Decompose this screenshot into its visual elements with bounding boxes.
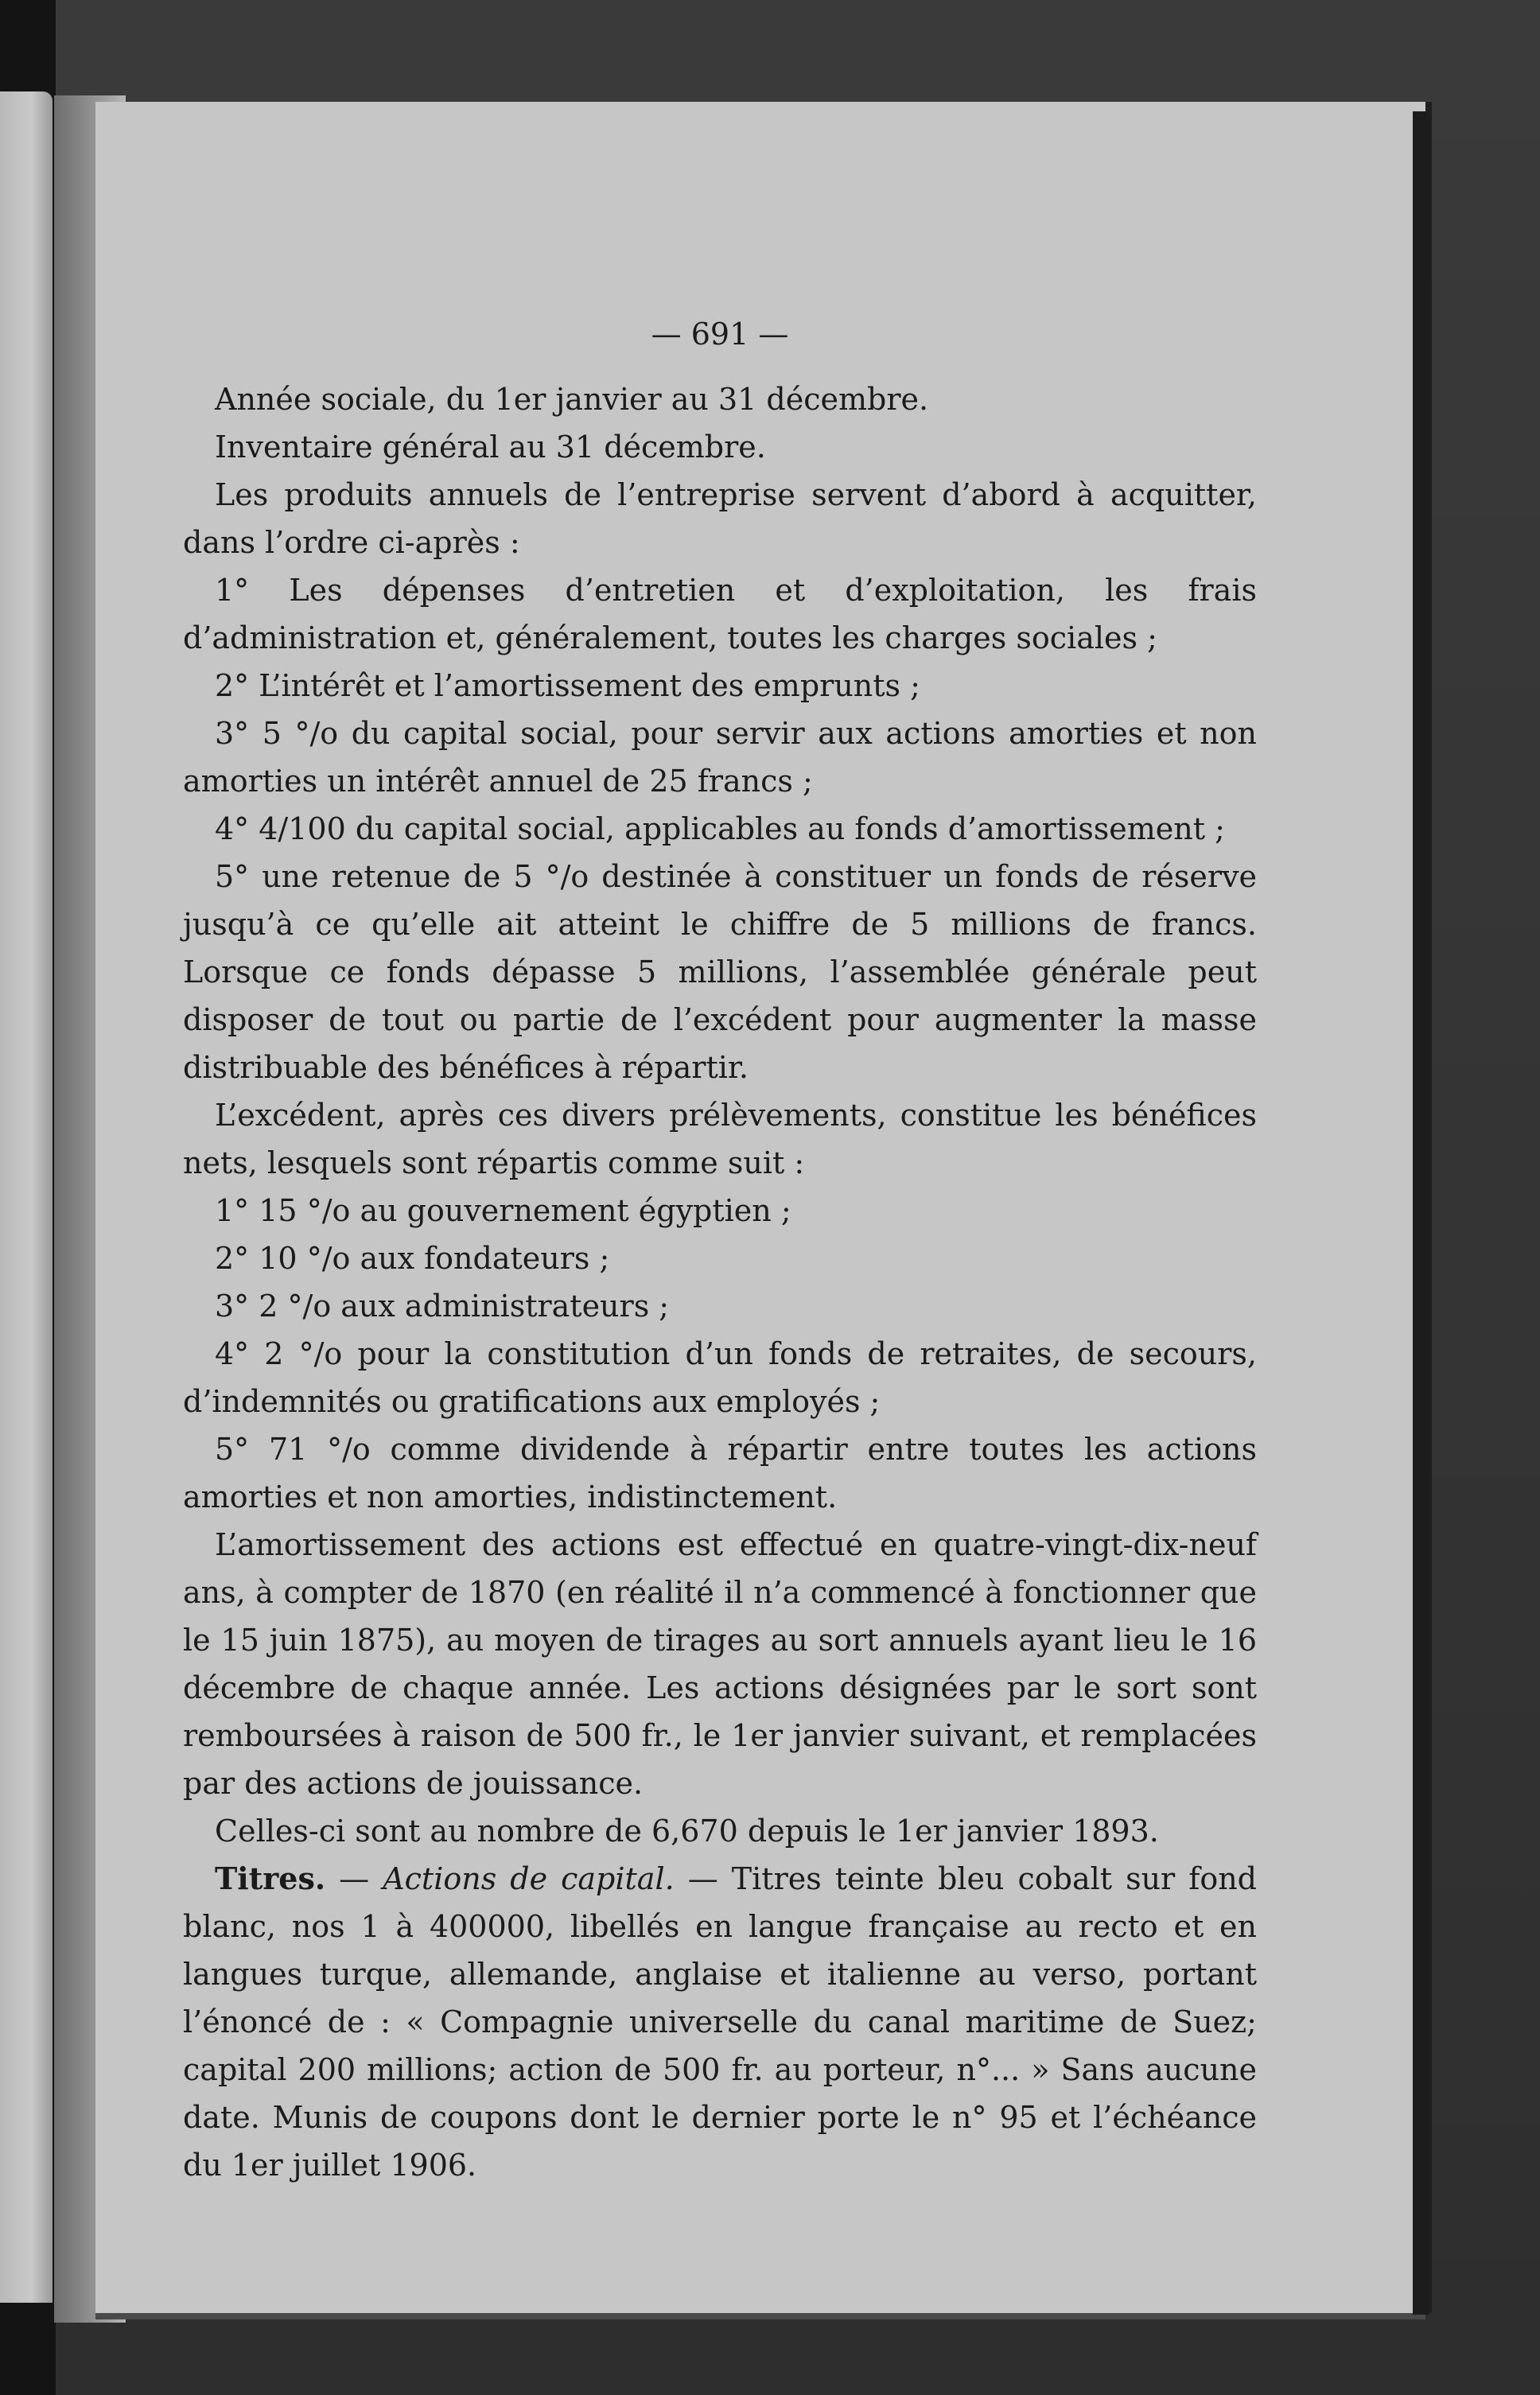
paragraph: 5° une retenue de 5 °/o destinée à constituer un fonds de réserve jusqu’à ce qu’elle ait atteint le chiffre de 5 millions de francs. Lorsque ce fonds dépasse 5 millions, l’assemblée générale peut disposer de tout ou partie de l’excédent pour augmenter la masse distribuable des bénéfices à répartir.: [183, 859, 1257, 1085]
titres-heading: Titres.: [215, 1860, 326, 1896]
dash: —: [325, 1861, 383, 1896]
paragraph: 2° L’intérêt et l’amortissement des emprunts ;: [215, 668, 920, 703]
paragraph: Inventaire général au 31 décembre.: [215, 430, 766, 465]
paragraph: Année sociale, du 1er janvier au 31 décembre.: [215, 382, 929, 417]
paragraph: 1° Les dépenses d’entretien et d’exploitation, les frais d’administration et, généralement, toutes les charges sociales ;: [183, 573, 1257, 655]
page-number: — 691 —: [651, 317, 789, 352]
body-text: [183, 375, 1257, 2189]
titres-paragraph: [183, 1855, 1257, 2189]
paragraph: 2° 10 °/o aux fondateurs ;: [215, 1241, 610, 1276]
page-right-edge: [1413, 111, 1429, 2315]
paragraph: 1° 15 °/o au gouvernement égyptien ;: [215, 1193, 791, 1228]
paragraph: 4° 2 °/o pour la constitution d’un fonds de retraites, de secours, d’indemnités ou gratifications aux employés ;: [183, 1336, 1257, 1419]
paragraph: L’amortissement des actions est effectué en quatre-vingt-dix-neuf ans, à compter de 1870 (en réalité il n’a commencé à fonctionner que le 15 juin 1875), au moyen de tirages au sort annuels ayant lieu le 16 décembre de chaque année. Les actions désignées par le sort sont remboursées à raison de 500 fr., le 1er janvier suivant, et remplacées par des actions de jouissance.: [183, 1527, 1257, 1801]
paragraph: L’excédent, après ces divers prélèvements, constitue les bénéfices nets, lesquels sont répartis comme suit :: [183, 1098, 1257, 1180]
paragraph: 4° 4/100 du capital social, applicables au fonds d’amortissement ;: [215, 811, 1225, 846]
facing-page-edge: [0, 91, 52, 2303]
actions-de-capital: Actions de capital.: [383, 1861, 675, 1896]
paragraph: Celles-ci sont au nombre de 6,670 depuis le 1er janvier 1893.: [215, 1814, 1159, 1849]
paragraph: 5° 71 °/o comme dividende à répartir entre toutes les actions amorties et non amorties, indistinctement.: [183, 1432, 1257, 1514]
paragraph: Les produits annuels de l’entreprise servent d’abord à acquitter, dans l’ordre ci-après :: [183, 477, 1257, 560]
paragraph: 3° 2 °/o aux administrateurs ;: [215, 1289, 670, 1324]
paragraph: 3° 5 °/o du capital social, pour servir aux actions amorties et non amorties un intérêt annuel de 25 francs ;: [183, 716, 1257, 799]
titres-description: — Titres teinte bleu cobalt sur fond blanc, nos 1 à 400000, libellés en langue française au recto et en langues turque, allemande, anglaise et italienne au verso, portant l’énoncé de : « Compagnie universelle du canal maritime de Suez; capital 200 millions; action de 500 fr. au porteur, n°... » Sans aucune date. Munis de coupons dont le dernier porte le n° 95 et l’échéance du 1er juillet 1906.: [183, 1861, 1258, 2183]
